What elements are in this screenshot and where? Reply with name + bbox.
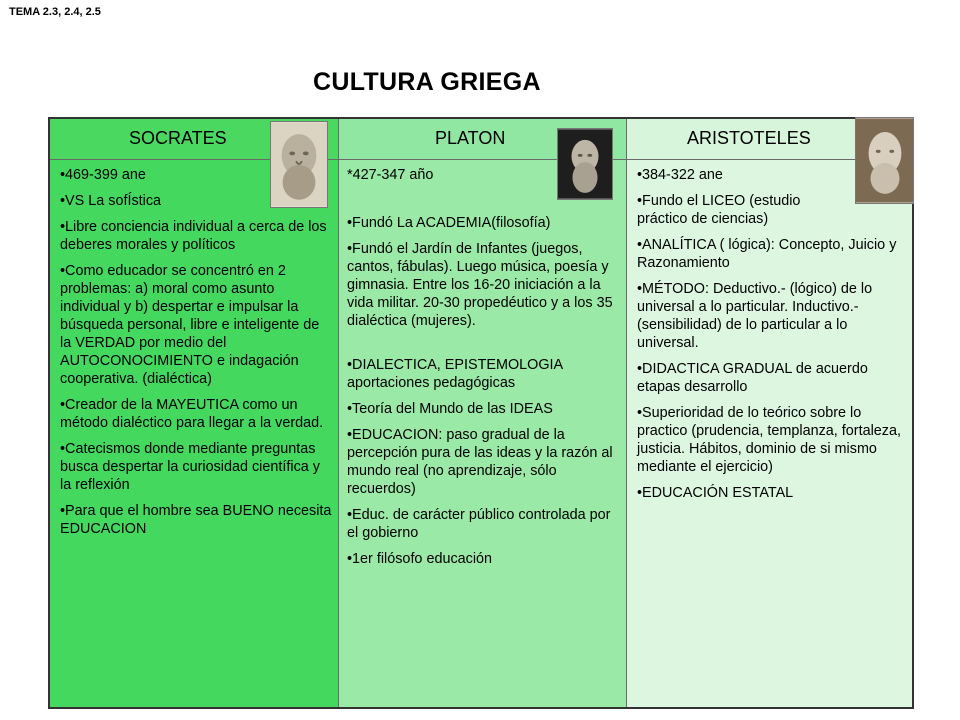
aristoteles-column: [626, 119, 912, 707]
bust-icon: [558, 129, 612, 199]
bust-icon: [271, 122, 327, 207]
platon-header-label: PLATON: [435, 128, 506, 148]
list-item: *427-347 año: [347, 167, 434, 183]
list-item: • Educ. de carácter público controlada por el gobierno: [347, 506, 619, 542]
list-item: • Catecismos donde mediante preguntas busca despertar la curiosidad científica y la reflexión: [60, 440, 332, 494]
list-item: • Para que el hombre sea BUENO necesita EDUCACION: [60, 502, 332, 538]
aristoteles-body: [627, 160, 912, 707]
list-item: • DIDACTICA GRADUAL de acuerdo etapas desarrollo: [637, 360, 909, 396]
list-item: • Como educador se concentró en 2 problemas: a) moral como asunto individual y b) despertar e impulsar la búsqueda personal, libre e inteligente de la VERDAD por medio del AUTOCONOCIMIENTO e indagación cooperativa. (dialéctica): [60, 262, 332, 388]
platon-body: [339, 160, 626, 707]
list-item: • VS La sofÍstica: [60, 192, 332, 210]
list-item: • Superioridad de lo teórico sobre lo practico (prudencia, templanza, fortaleza, justicia. Hábitos, dominio de si mismo mediante el ejercicio): [637, 404, 909, 476]
socrates-list: [60, 166, 332, 546]
philosophers-table: [48, 117, 914, 709]
list-item: • Fundó La ACADEMIA(filosofía): [347, 214, 619, 232]
list-item: • Libre conciencia individual a cerca de los deberes morales y políticos: [60, 218, 332, 254]
list-item: • 469-399 ane: [60, 166, 332, 184]
page-title: CULTURA GRIEGA: [313, 68, 541, 96]
topic-label: TEMA 2.3, 2.4, 2.5: [9, 6, 101, 18]
list-item: • Fundó el Jardín de Infantes (juegos, cantos, fábulas). Luego música, poesía y gimnasia. Entre los 16-20 iniciación a la vida militar. 20-30 propedéutico y a los 35 dialéctica (mujeres).: [347, 240, 619, 330]
aristoteles-header-label: ARISTOTELES: [687, 128, 811, 148]
socrates-header-label: SOCRATES: [129, 128, 227, 148]
list-item: • Creador de la MAYEUTICA como un método dialéctico para llegar a la verdad.: [60, 396, 332, 432]
platon-column: [338, 119, 626, 707]
socrates-portrait: [270, 121, 328, 208]
list-item: • MÉTODO: Deductivo.- (lógico) de lo universal a lo particular. Inductivo.-(sensibilidad) de lo particular a lo universal.: [637, 280, 909, 352]
list-item: • ANALÍTICA ( lógica): Concepto, Juicio y Razonamiento: [637, 236, 909, 272]
list-item: • 384-322 ane: [637, 166, 909, 184]
list-item: • Fundo el LICEO (estudio práctico de ciencias): [637, 192, 909, 228]
list-item: • EDUCACION: paso gradual de la percepción pura de las ideas y la razón al mundo real (no aprendizaje, sólo recuerdos): [347, 426, 619, 498]
bust-icon: [856, 118, 913, 203]
aristoteles-list: [637, 166, 909, 510]
list-item: • 1er filósofo educación: [347, 550, 619, 568]
list-item: • EDUCACIÓN ESTATAL: [637, 484, 909, 502]
list-item: • DIALECTICA, EPISTEMOLOGIA aportaciones pedagógicas: [347, 356, 619, 392]
aristoteles-portrait: [855, 117, 914, 204]
list-item: • Teoría del Mundo de las IDEAS: [347, 400, 619, 418]
platon-list: [347, 166, 619, 576]
platon-portrait: [557, 128, 613, 200]
socrates-body: [50, 160, 338, 707]
